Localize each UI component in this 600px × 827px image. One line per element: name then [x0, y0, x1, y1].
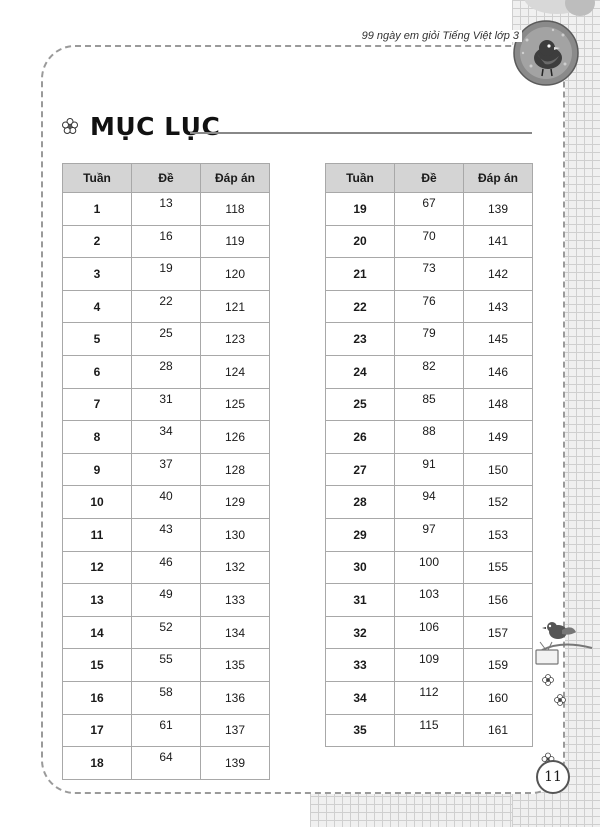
week-cell: 23: [326, 323, 395, 356]
table-row: [63, 714, 270, 747]
answer-page-cell: 137: [201, 714, 270, 747]
answer-page-cell: 155: [464, 551, 533, 584]
week-cell: 2: [63, 225, 132, 258]
answer-page-cell: 148: [464, 388, 533, 421]
answer-page-cell: 129: [201, 486, 270, 519]
week-cell: 20: [326, 225, 395, 258]
exam-page-cell: 28: [132, 355, 201, 388]
bird-badge-icon: [513, 20, 579, 86]
exam-page-cell: 40: [132, 486, 201, 519]
exam-page-cell: 52: [132, 616, 201, 649]
answer-page-cell: 133: [201, 584, 270, 617]
title-underline: [190, 132, 532, 134]
answer-page-cell: 156: [464, 584, 533, 617]
week-cell: 11: [63, 518, 132, 551]
week-cell: 17: [63, 714, 132, 747]
bird-sign-decoration-icon: [532, 610, 594, 710]
week-cell: 7: [63, 388, 132, 421]
exam-page-cell: 109: [395, 649, 464, 682]
exam-page-cell: 58: [132, 681, 201, 714]
flower-icon: [62, 118, 78, 134]
page-title-row: [62, 110, 532, 146]
table-row: [326, 649, 533, 682]
answer-page-cell: 143: [464, 290, 533, 323]
table-row: [63, 584, 270, 617]
table-row: [63, 225, 270, 258]
table-row: [63, 290, 270, 323]
table-row: [326, 584, 533, 617]
answer-page-cell: 136: [201, 681, 270, 714]
answer-page-cell: 126: [201, 421, 270, 454]
week-cell: 5: [63, 323, 132, 356]
week-cell: 26: [326, 421, 395, 454]
answer-page-cell: 139: [201, 747, 270, 780]
exam-page-cell: 46: [132, 551, 201, 584]
week-cell: 14: [63, 616, 132, 649]
column-header-answer: Đáp án: [201, 164, 270, 193]
week-cell: 10: [63, 486, 132, 519]
page-number-text: 11: [544, 769, 562, 785]
week-cell: 6: [63, 355, 132, 388]
answer-page-cell: 123: [201, 323, 270, 356]
week-cell: 31: [326, 584, 395, 617]
table-row: [326, 616, 533, 649]
table-header-row: [326, 164, 533, 193]
week-cell: 13: [63, 584, 132, 617]
week-cell: 18: [63, 747, 132, 780]
answer-page-cell: 142: [464, 258, 533, 291]
page-number: [536, 760, 570, 794]
week-cell: 28: [326, 486, 395, 519]
exam-page-cell: 88: [395, 421, 464, 454]
exam-page-cell: 103: [395, 584, 464, 617]
week-cell: 22: [326, 290, 395, 323]
answer-page-cell: 119: [201, 225, 270, 258]
exam-page-cell: 106: [395, 616, 464, 649]
column-header-answer: Đáp án: [464, 164, 533, 193]
week-cell: 21: [326, 258, 395, 291]
table-row: [63, 681, 270, 714]
exam-page-cell: 112: [395, 681, 464, 714]
week-cell: 24: [326, 355, 395, 388]
answer-page-cell: 139: [464, 193, 533, 226]
table-row: [326, 193, 533, 226]
table-row: [326, 388, 533, 421]
exam-page-cell: 49: [132, 584, 201, 617]
exam-page-cell: 19: [132, 258, 201, 291]
answer-page-cell: 146: [464, 355, 533, 388]
table-row: [63, 551, 270, 584]
answer-page-cell: 152: [464, 486, 533, 519]
exam-page-cell: 91: [395, 453, 464, 486]
column-header-exam: Đề: [395, 164, 464, 193]
table-row: [326, 681, 533, 714]
week-cell: 3: [63, 258, 132, 291]
week-cell: 27: [326, 453, 395, 486]
answer-page-cell: 159: [464, 649, 533, 682]
exam-page-cell: 97: [395, 518, 464, 551]
exam-page-cell: 67: [395, 193, 464, 226]
exam-page-cell: 16: [132, 225, 201, 258]
page-title: MỤC LỤC: [90, 112, 221, 141]
table-row: [63, 421, 270, 454]
answer-page-cell: 118: [201, 193, 270, 226]
answer-page-cell: 132: [201, 551, 270, 584]
exam-page-cell: 64: [132, 747, 201, 780]
answer-page-cell: 125: [201, 388, 270, 421]
answer-page-cell: 121: [201, 290, 270, 323]
exam-page-cell: 73: [395, 258, 464, 291]
week-cell: 32: [326, 616, 395, 649]
table-header-row: [63, 164, 270, 193]
table-row: [326, 518, 533, 551]
table-row: [326, 551, 533, 584]
exam-page-cell: 25: [132, 323, 201, 356]
answer-page-cell: 149: [464, 421, 533, 454]
exam-page-cell: 94: [395, 486, 464, 519]
answer-page-cell: 160: [464, 681, 533, 714]
table-row: [63, 616, 270, 649]
exam-page-cell: 61: [132, 714, 201, 747]
week-cell: 4: [63, 290, 132, 323]
week-cell: 19: [326, 193, 395, 226]
answer-page-cell: 130: [201, 518, 270, 551]
exam-page-cell: 76: [395, 290, 464, 323]
week-cell: 30: [326, 551, 395, 584]
week-cell: 34: [326, 681, 395, 714]
week-cell: 25: [326, 388, 395, 421]
answer-page-cell: 141: [464, 225, 533, 258]
exam-page-cell: 43: [132, 518, 201, 551]
table-row: [326, 355, 533, 388]
column-header-week: Tuần: [326, 164, 395, 193]
answer-page-cell: 128: [201, 453, 270, 486]
exam-page-cell: 22: [132, 290, 201, 323]
answer-page-cell: 153: [464, 518, 533, 551]
exam-page-cell: 82: [395, 355, 464, 388]
table-row: [63, 486, 270, 519]
exam-page-cell: 13: [132, 193, 201, 226]
week-cell: 15: [63, 649, 132, 682]
table-row: [326, 421, 533, 454]
week-cell: 8: [63, 421, 132, 454]
table-row: [63, 518, 270, 551]
exam-page-cell: 79: [395, 323, 464, 356]
table-row: [326, 225, 533, 258]
exam-page-cell: 34: [132, 421, 201, 454]
week-cell: 33: [326, 649, 395, 682]
table-row: [326, 258, 533, 291]
week-cell: 1: [63, 193, 132, 226]
exam-page-cell: 115: [395, 714, 464, 747]
week-cell: 16: [63, 681, 132, 714]
table-row: [326, 453, 533, 486]
table-row: [63, 649, 270, 682]
table-row: [63, 258, 270, 291]
table-row: [326, 714, 533, 747]
answer-page-cell: 145: [464, 323, 533, 356]
table-row: [63, 453, 270, 486]
table-row: [326, 323, 533, 356]
week-cell: 9: [63, 453, 132, 486]
column-header-week: Tuần: [63, 164, 132, 193]
answer-page-cell: 134: [201, 616, 270, 649]
table-row: [63, 747, 270, 780]
table-row: [63, 388, 270, 421]
toc-table-right: [325, 163, 533, 747]
exam-page-cell: 37: [132, 453, 201, 486]
exam-page-cell: 31: [132, 388, 201, 421]
exam-page-cell: 85: [395, 388, 464, 421]
column-header-exam: Đề: [132, 164, 201, 193]
table-row: [63, 193, 270, 226]
answer-page-cell: 161: [464, 714, 533, 747]
table-row: [63, 323, 270, 356]
exam-page-cell: 70: [395, 225, 464, 258]
book-title: 99 ngày em giỏi Tiếng Việt lớp 3: [359, 30, 522, 42]
toc-table-left: [62, 163, 270, 780]
answer-page-cell: 120: [201, 258, 270, 291]
table-row: [63, 355, 270, 388]
week-cell: 35: [326, 714, 395, 747]
week-cell: 29: [326, 518, 395, 551]
answer-page-cell: 150: [464, 453, 533, 486]
answer-page-cell: 157: [464, 616, 533, 649]
answer-page-cell: 124: [201, 355, 270, 388]
table-row: [326, 486, 533, 519]
week-cell: 12: [63, 551, 132, 584]
exam-page-cell: 55: [132, 649, 201, 682]
table-row: [326, 290, 533, 323]
answer-page-cell: 135: [201, 649, 270, 682]
exam-page-cell: 100: [395, 551, 464, 584]
